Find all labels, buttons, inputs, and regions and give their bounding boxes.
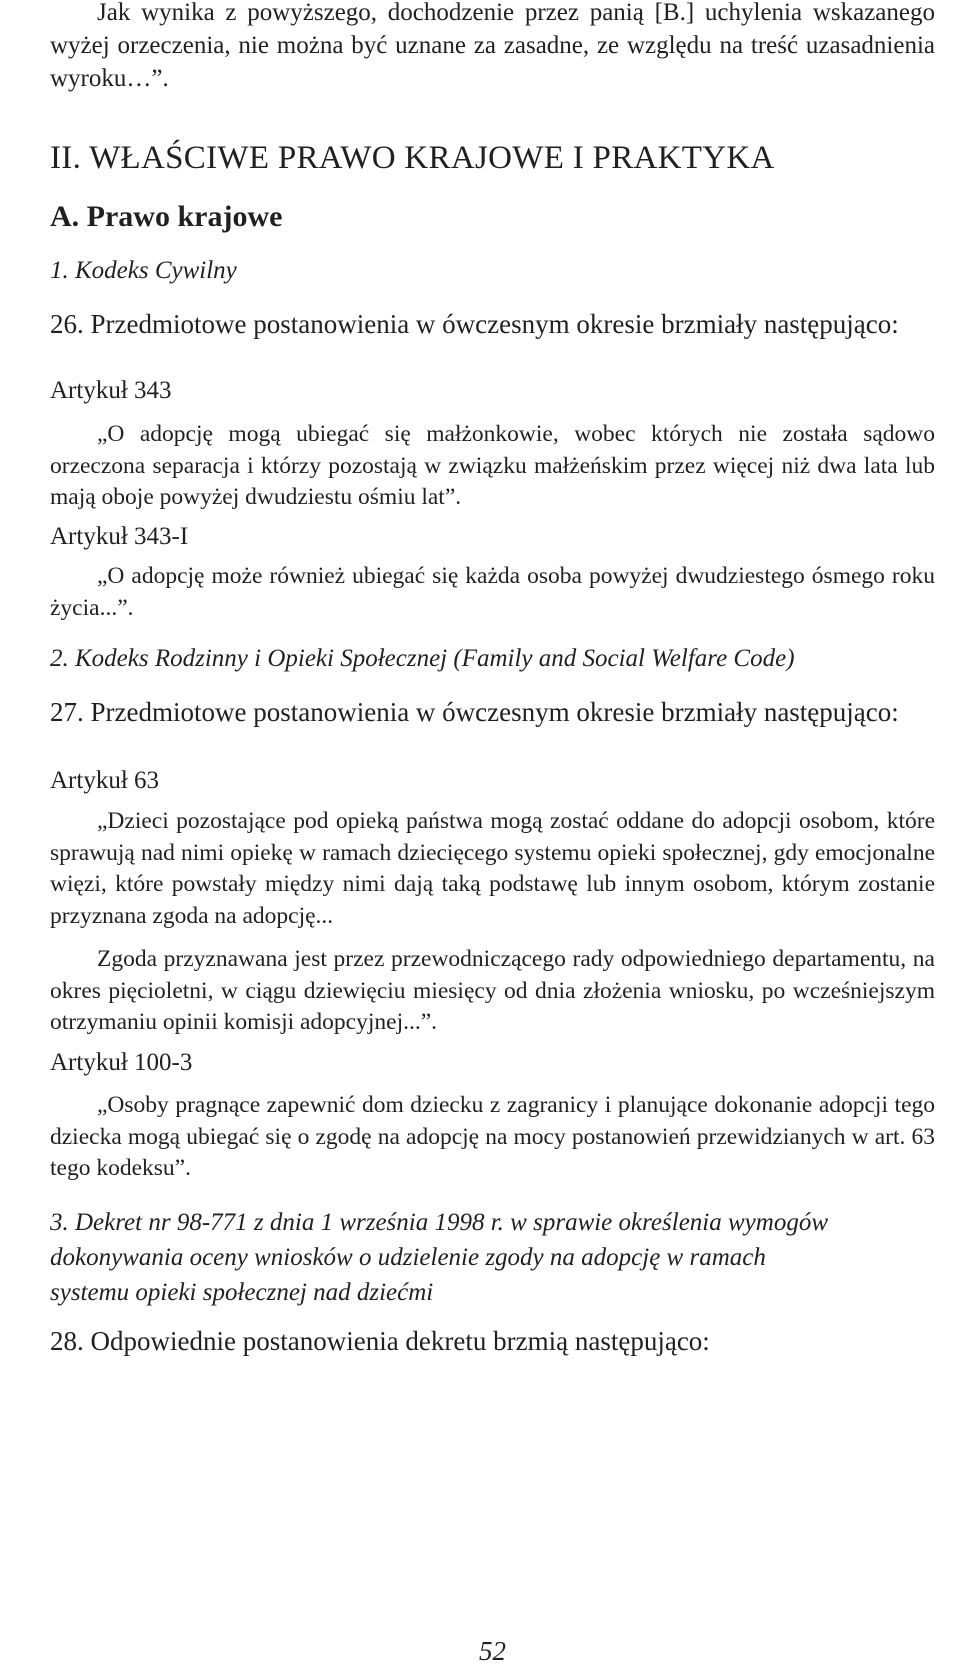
heading-kodeks-cywilny: 1. Kodeks Cywilny (50, 257, 237, 284)
article-63-text-1: „Dzieci pozostające pod opieką państwa mogą zostać oddane do adopcji osobom, które sprawują nad nimi opiekę w ramach dziecięcego systemu opieki społecznej, gdy emocjonalne więzi, które powstały między nimi dają taką podstawę lub innym osobom, którym zostanie przyznana zgoda na adopcję... (50, 808, 935, 929)
article-343-text: „O adopcję mogą ubiegać się małżonkowie, wobec których nie została sądowo orzeczona separacja i którzy pozostają w związku małżeńskim przez więcej niż dwa lata lub mają oboje powyżej dwudziestu ośmiu lat”. (50, 421, 935, 510)
article-343-1-text: „O adopcję może również ubiegać się każda osoba powyżej dwudziestego ósmego roku życia...”. (50, 563, 935, 621)
article-343-1-title: Artykuł 343-I (50, 523, 189, 550)
heading-dekret: 3. Dekret nr 98-771 z dnia 1 września 1998 r. w sprawie określenia wymogów dokonywania oceny wniosków o udzielenie zgody na adopcję w ramach systemu opieki społecznej nad dziećmi (50, 1209, 828, 1306)
paragraph-26: 26. Przedmiotowe postanowienia w ówczesnym okresie brzmiały następująco: (50, 309, 899, 339)
section-heading: II. WŁAŚCIWE PRAWO KRAJOWE I PRAKTYKA (50, 140, 775, 176)
document-page (50, 0, 935, 1677)
article-63-text-2: Zgoda przyznawana jest przez przewodniczącego rady odpowiedniego departamentu, na okres pięcioletni, w ciągu dziewięciu miesięcy od dnia złożenia wniosku, po wcześniejszym otrzymaniu opinii komisji adopcyjnej...”. (50, 946, 935, 1035)
intro-paragraph: Jak wynika z powyższego, dochodzenie przez panią [B.] uchylenia wskazanego wyżej orzeczenia, nie można być uznane za zasadne, ze względu na treść uzasadnienia wyroku…”. (50, 0, 935, 92)
article-100-3-title: Artykuł 100-3 (50, 1049, 193, 1076)
paragraph-28: 28. Odpowiednie postanowienia dekretu brzmią następująco: (50, 1326, 710, 1356)
article-343-title: Artykuł 343 (50, 377, 172, 404)
page-number: 52 (479, 1636, 506, 1666)
subsection-heading: A. Prawo krajowe (50, 200, 283, 233)
article-63-title: Artykuł 63 (50, 767, 160, 794)
article-100-3-text: „Osoby pragnące zapewnić dom dziecku z zagranicy i planujące dokonanie adopcji tego dziecka mogą ubiegać się o zgodę na adopcję na mocy postanowień przewidzianych w art. 63 tego kodeksu”. (50, 1092, 935, 1181)
heading-kodeks-rodzinny: 2. Kodeks Rodzinny i Opieki Społecznej (Family and Social Welfare Code) (50, 645, 795, 672)
paragraph-27: 27. Przedmiotowe postanowienia w ówczesnym okresie brzmiały następująco: (50, 697, 899, 727)
